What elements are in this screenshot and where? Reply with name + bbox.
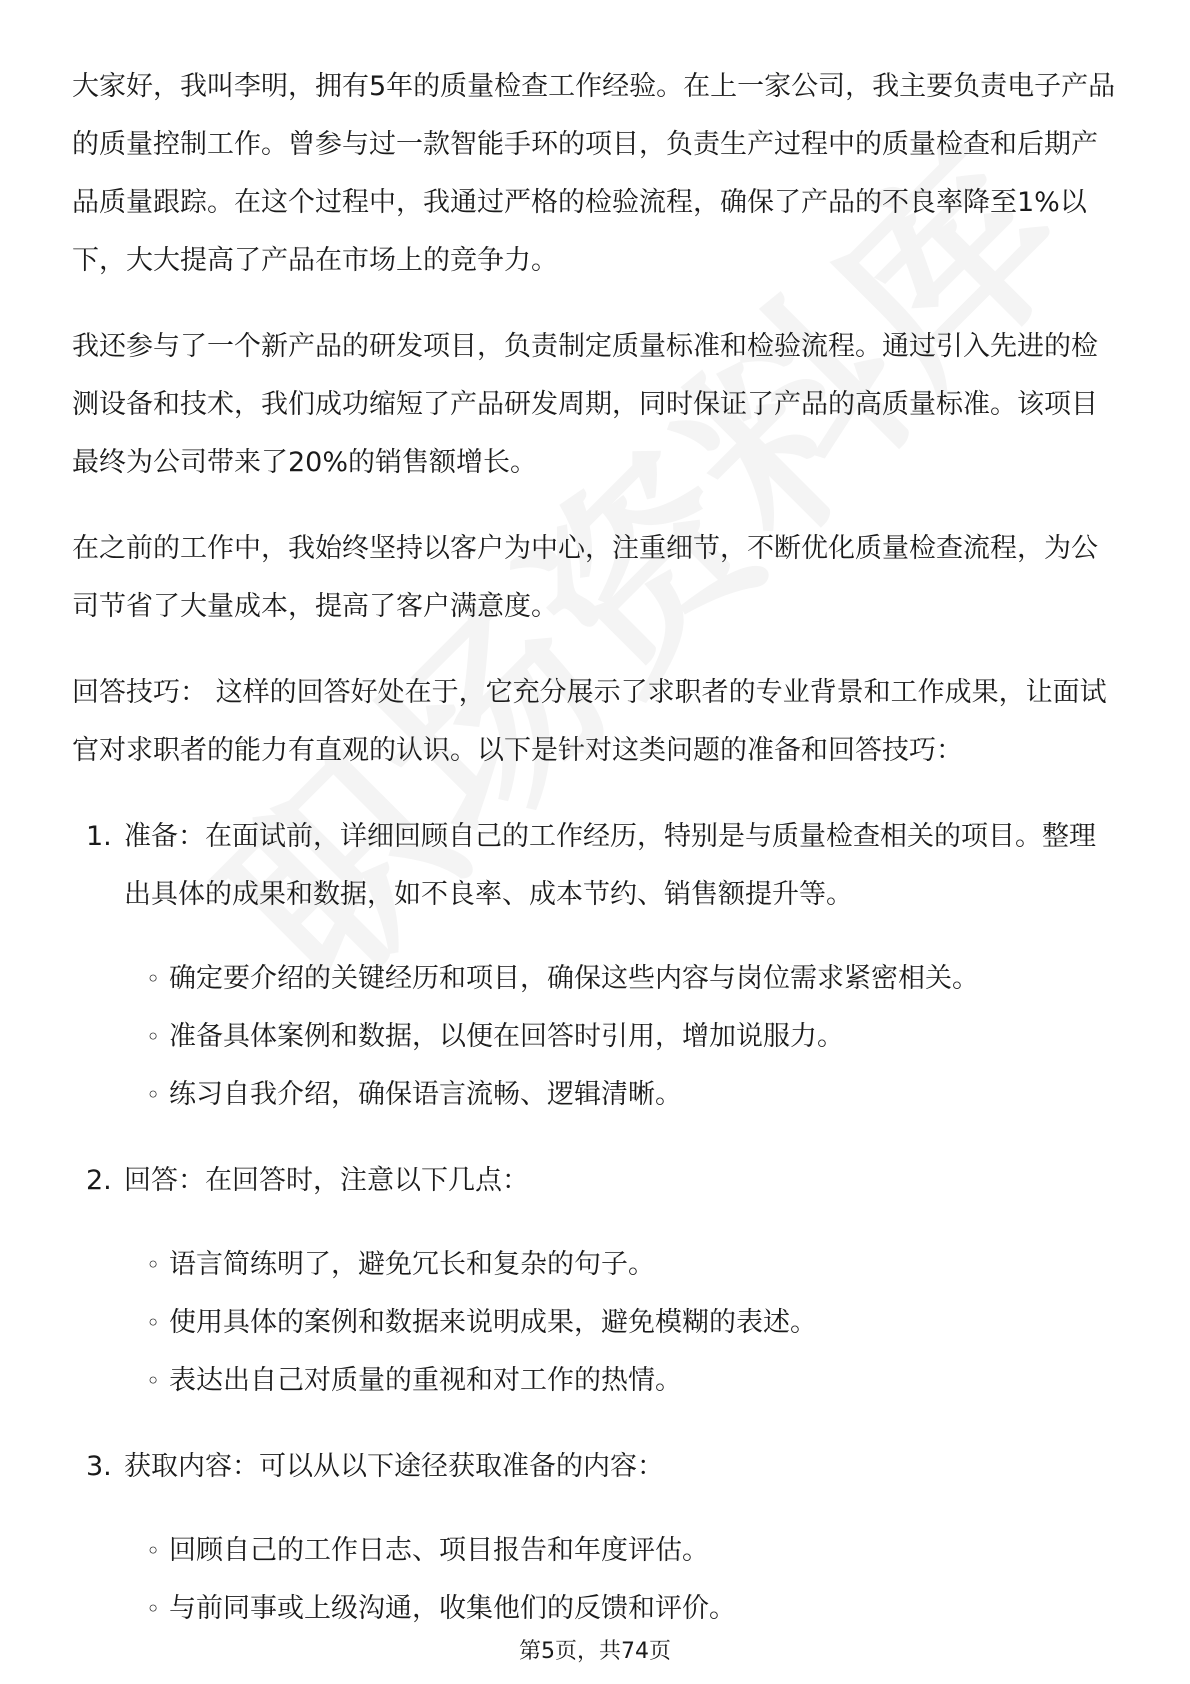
sub-list-item <box>124 1352 1122 1410</box>
paragraph-answer-tips: 回答技巧： 这样的回答好处在于，它充分展示了求职者的专业背景和工作成果，让面试官对求职者的能力有直观的认识。以下是针对这类问题的准备和回答技巧： <box>72 677 1107 766</box>
sub-list-item <box>124 1580 1122 1638</box>
page-number-footer: 第5页，共74页 <box>519 1639 671 1664</box>
bullet-icon: ◦ <box>146 1367 161 1395</box>
bullet-icon: ◦ <box>146 1309 161 1337</box>
document-body <box>72 58 1122 1638</box>
sub-list-item-text: 回顾自己的工作日志、项目报告和年度评估。 <box>169 1535 709 1566</box>
sub-list-item <box>124 950 1122 1008</box>
sub-list-item-text: 准备具体案例和数据，以便在回答时引用，增加说服力。 <box>169 1021 844 1052</box>
list-item-text: 准备：在面试前，详细回顾自己的工作经历，特别是与质量检查相关的项目。整理出具体的成果和数据，如不良率、成本节约、销售额提升等。 <box>124 821 1096 910</box>
list-number: 1. <box>86 821 112 852</box>
sub-list-item <box>124 1522 1122 1580</box>
sub-list-item <box>124 1294 1122 1352</box>
sub-list-item <box>124 1236 1122 1294</box>
paragraph-intro: 大家好，我叫李明，拥有5年的质量检查工作经验。在上一家公司，我主要负责电子产品的质量控制工作。曾参与过一款智能手环的项目，负责生产过程中的质量检查和后期产品质量跟踪。在这个过程中，我通过严格的检验流程，确保了产品的不良率降至1%以下，大大提高了产品在市场上的竞争力。 <box>72 71 1116 276</box>
sub-list-item <box>124 1008 1122 1066</box>
list-number: 2. <box>86 1165 112 1196</box>
sub-list-item-text: 使用具体的案例和数据来说明成果，避免模糊的表述。 <box>169 1307 817 1338</box>
paragraph-project: 我还参与了一个新产品的研发项目，负责制定质量标准和检验流程。通过引入先进的检测设备和技术，我们成功缩短了产品研发周期，同时保证了产品的高质量标准。该项目最终为公司带来了20%的销售额增长。 <box>72 331 1098 478</box>
bullet-icon: ◦ <box>146 1595 161 1623</box>
list-item-answer <box>72 1152 1122 1410</box>
sub-list-item-text: 与前同事或上级沟通，收集他们的反馈和评价。 <box>169 1593 736 1624</box>
bullet-icon: ◦ <box>146 1537 161 1565</box>
bullet-icon: ◦ <box>146 965 161 993</box>
sub-list <box>124 1236 1122 1410</box>
tips-list <box>72 808 1122 1638</box>
sub-list-item-text: 语言简练明了，避免冗长和复杂的句子。 <box>169 1249 655 1280</box>
paragraph-work-style: 在之前的工作中，我始终坚持以客户为中心，注重细节，不断优化质量检查流程，为公司节省了大量成本，提高了客户满意度。 <box>72 533 1098 622</box>
list-item-prepare <box>72 808 1122 1124</box>
bullet-icon: ◦ <box>146 1081 161 1109</box>
list-item-sources <box>72 1438 1122 1638</box>
sub-list-item <box>124 1066 1122 1124</box>
sub-list <box>124 1522 1122 1638</box>
bullet-icon: ◦ <box>146 1023 161 1051</box>
bullet-icon: ◦ <box>146 1251 161 1279</box>
list-number: 3. <box>86 1451 112 1482</box>
list-item-text: 回答：在回答时，注意以下几点： <box>124 1165 529 1196</box>
list-item-text: 获取内容：可以从以下途径获取准备的内容： <box>124 1451 664 1482</box>
sub-list-item-text: 表达出自己对质量的重视和对工作的热情。 <box>169 1365 682 1396</box>
sub-list <box>124 950 1122 1124</box>
sub-list-item-text: 确定要介绍的关键经历和项目，确保这些内容与岗位需求紧密相关。 <box>169 963 979 994</box>
sub-list-item-text: 练习自我介绍，确保语言流畅、逻辑清晰。 <box>169 1079 682 1110</box>
